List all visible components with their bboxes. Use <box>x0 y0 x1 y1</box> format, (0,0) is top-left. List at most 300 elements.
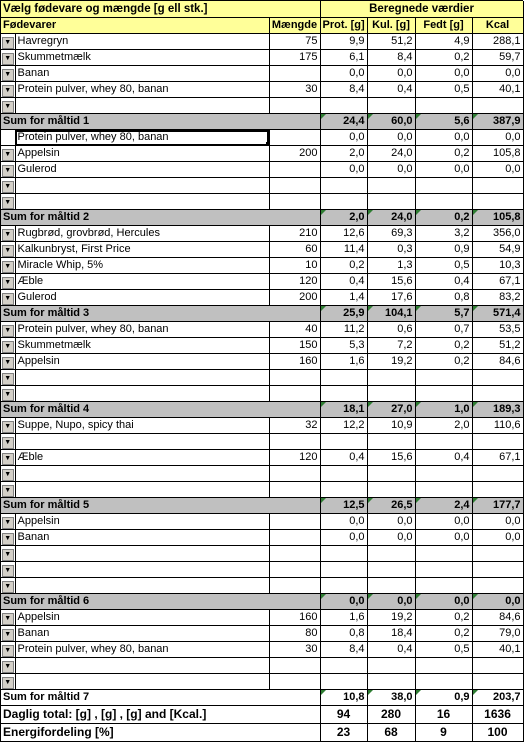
dropdown-arrow-icon[interactable]: ▼ <box>2 341 14 353</box>
col-header-fedt[interactable]: Fedt [g] <box>415 18 472 34</box>
prot-cell[interactable]: 2,0 <box>320 146 367 162</box>
sum-prot-cell[interactable]: 25,9 <box>320 306 367 322</box>
dropdown-arrow-icon[interactable]: ▼ <box>2 261 14 273</box>
kcal-cell[interactable]: 54,9 <box>472 242 523 258</box>
kul-cell[interactable]: 0,4 <box>367 82 415 98</box>
meal-sum-label[interactable]: Sum for måltid 6 <box>1 594 320 610</box>
fedt-cell[interactable] <box>415 466 472 482</box>
fedt-cell[interactable]: 3,2 <box>415 226 472 242</box>
kul-cell[interactable] <box>367 546 415 562</box>
kul-cell[interactable]: 15,6 <box>367 450 415 466</box>
fedt-cell[interactable]: 0,2 <box>415 338 472 354</box>
prot-cell[interactable]: 0,0 <box>320 130 367 146</box>
col-header-prot[interactable]: Prot. [g] <box>320 18 367 34</box>
energy-kul-cell[interactable]: 68 <box>367 724 415 742</box>
kcal-cell[interactable]: 40,1 <box>472 642 523 658</box>
fedt-cell[interactable] <box>415 434 472 450</box>
fedt-cell[interactable] <box>415 178 472 194</box>
kul-cell[interactable]: 0,0 <box>367 66 415 82</box>
sum-kul-cell[interactable]: 104,1 <box>367 306 415 322</box>
fedt-cell[interactable] <box>415 98 472 114</box>
quantity-cell[interactable] <box>269 434 320 450</box>
dropdown-arrow-icon[interactable]: ▼ <box>2 421 14 433</box>
col-header-food[interactable]: Fødevarer <box>1 18 269 34</box>
kcal-cell[interactable] <box>472 482 523 498</box>
quantity-cell[interactable] <box>269 562 320 578</box>
food-name-cell[interactable] <box>15 578 269 594</box>
meal-sum-label[interactable]: Sum for måltid 1 <box>1 114 320 130</box>
kcal-cell[interactable]: 83,2 <box>472 290 523 306</box>
sum-prot-cell[interactable]: 18,1 <box>320 402 367 418</box>
kul-cell[interactable]: 1,3 <box>367 258 415 274</box>
prot-cell[interactable] <box>320 434 367 450</box>
dropdown-arrow-icon[interactable]: ▼ <box>2 389 14 401</box>
sum-kcal-cell[interactable]: 387,9 <box>472 114 523 130</box>
calculated-values-title[interactable]: Beregnede værdier <box>320 1 523 18</box>
kul-cell[interactable]: 0,3 <box>367 242 415 258</box>
fedt-cell[interactable] <box>415 546 472 562</box>
fedt-cell[interactable] <box>415 578 472 594</box>
prot-cell[interactable]: 8,4 <box>320 642 367 658</box>
prot-cell[interactable]: 12,2 <box>320 418 367 434</box>
kcal-cell[interactable] <box>472 178 523 194</box>
kcal-cell[interactable]: 0,0 <box>472 66 523 82</box>
food-name-cell[interactable]: Havregryn <box>15 34 269 50</box>
food-name-cell[interactable]: Banan <box>15 530 269 546</box>
kcal-cell[interactable]: 67,1 <box>472 274 523 290</box>
fedt-cell[interactable]: 0,0 <box>415 66 472 82</box>
energy-fedt-cell[interactable]: 9 <box>415 724 472 742</box>
dropdown-arrow-icon[interactable]: ▼ <box>2 357 14 369</box>
sum-fedt-cell[interactable]: 5,6 <box>415 114 472 130</box>
fedt-cell[interactable]: 0,2 <box>415 354 472 370</box>
quantity-cell[interactable] <box>269 466 320 482</box>
kcal-cell[interactable] <box>472 434 523 450</box>
dropdown-arrow-icon[interactable]: ▼ <box>2 69 14 81</box>
fedt-cell[interactable]: 4,9 <box>415 34 472 50</box>
food-name-cell[interactable]: Banan <box>15 66 269 82</box>
quantity-cell[interactable] <box>269 530 320 546</box>
food-name-cell[interactable]: Banan <box>15 626 269 642</box>
quantity-cell[interactable] <box>269 514 320 530</box>
kul-cell[interactable]: 0,0 <box>367 530 415 546</box>
kcal-cell[interactable]: 10,3 <box>472 258 523 274</box>
sum-kcal-cell[interactable]: 0,0 <box>472 594 523 610</box>
quantity-cell[interactable]: 30 <box>269 82 320 98</box>
prot-cell[interactable] <box>320 482 367 498</box>
dropdown-arrow-icon[interactable]: ▼ <box>2 437 14 449</box>
kcal-cell[interactable]: 51,2 <box>472 338 523 354</box>
kul-cell[interactable] <box>367 370 415 386</box>
dropdown-arrow-icon[interactable]: ▼ <box>2 293 14 305</box>
energy-prot-cell[interactable]: 23 <box>320 724 367 742</box>
kul-cell[interactable]: 0,0 <box>367 130 415 146</box>
kul-cell[interactable]: 24,0 <box>367 146 415 162</box>
dropdown-arrow-icon[interactable]: ▼ <box>2 453 14 465</box>
kul-cell[interactable]: 19,2 <box>367 354 415 370</box>
fedt-cell[interactable]: 0,2 <box>415 610 472 626</box>
food-name-cell[interactable]: Rugbrød, grovbrød, Hercules <box>15 226 269 242</box>
kul-cell[interactable]: 0,0 <box>367 514 415 530</box>
prot-cell[interactable]: 11,4 <box>320 242 367 258</box>
kcal-cell[interactable] <box>472 546 523 562</box>
fedt-cell[interactable] <box>415 562 472 578</box>
dropdown-arrow-icon[interactable]: ▼ <box>2 645 14 657</box>
prot-cell[interactable] <box>320 674 367 690</box>
quantity-cell[interactable]: 200 <box>269 290 320 306</box>
kul-cell[interactable] <box>367 562 415 578</box>
fedt-cell[interactable]: 0,0 <box>415 162 472 178</box>
food-name-cell[interactable] <box>15 546 269 562</box>
daily-fedt-cell[interactable]: 16 <box>415 706 472 724</box>
dropdown-arrow-icon[interactable]: ▼ <box>2 373 14 385</box>
food-name-cell[interactable]: Gulerod <box>15 162 269 178</box>
prot-cell[interactable]: 0,2 <box>320 258 367 274</box>
food-name-cell[interactable]: Appelsin <box>15 610 269 626</box>
dropdown-arrow-icon[interactable]: ▼ <box>2 229 14 241</box>
quantity-cell[interactable] <box>269 66 320 82</box>
prot-cell[interactable]: 0,4 <box>320 274 367 290</box>
food-name-cell[interactable] <box>15 434 269 450</box>
quantity-cell[interactable]: 120 <box>269 274 320 290</box>
food-name-cell[interactable]: Appelsin <box>15 354 269 370</box>
quantity-cell[interactable] <box>269 194 320 210</box>
prot-cell[interactable]: 9,9 <box>320 34 367 50</box>
kul-cell[interactable] <box>367 482 415 498</box>
dropdown-arrow-icon[interactable]: ▼ <box>2 581 14 593</box>
quantity-cell[interactable] <box>269 658 320 674</box>
quantity-cell[interactable]: 210 <box>269 226 320 242</box>
food-name-cell[interactable] <box>15 562 269 578</box>
quantity-cell[interactable]: 60 <box>269 242 320 258</box>
dropdown-cell <box>1 642 15 658</box>
daily-kcal-cell[interactable]: 1636 <box>472 706 523 724</box>
kcal-cell[interactable] <box>472 194 523 210</box>
dropdown-arrow-icon[interactable]: ▼ <box>2 277 14 289</box>
food-name-cell[interactable] <box>15 178 269 194</box>
quantity-cell[interactable]: 80 <box>269 626 320 642</box>
prot-cell[interactable]: 6,1 <box>320 50 367 66</box>
dropdown-arrow-icon[interactable]: ▼ <box>2 101 14 113</box>
fedt-cell[interactable] <box>415 370 472 386</box>
meal-sum-row <box>1 402 523 418</box>
kcal-cell[interactable]: 67,1 <box>472 450 523 466</box>
energy-kcal-cell[interactable]: 100 <box>472 724 523 742</box>
kcal-cell[interactable] <box>472 658 523 674</box>
dropdown-arrow-icon[interactable]: ▼ <box>2 517 14 529</box>
kul-cell[interactable]: 0,0 <box>367 162 415 178</box>
fedt-cell[interactable] <box>415 386 472 402</box>
prot-cell[interactable]: 1,4 <box>320 290 367 306</box>
food-name-cell[interactable]: Æble <box>15 274 269 290</box>
prot-cell[interactable] <box>320 466 367 482</box>
kul-cell[interactable] <box>367 578 415 594</box>
prot-cell[interactable] <box>320 178 367 194</box>
food-name-cell[interactable]: Miracle Whip, 5% <box>15 258 269 274</box>
prot-cell[interactable] <box>320 562 367 578</box>
kul-cell[interactable] <box>367 674 415 690</box>
prot-cell[interactable] <box>320 546 367 562</box>
food-name-cell[interactable] <box>15 98 269 114</box>
fedt-cell[interactable]: 0,0 <box>415 514 472 530</box>
prot-cell[interactable] <box>320 658 367 674</box>
sheet-title[interactable]: Vælg fødevare og mængde [g ell stk.] <box>1 1 320 18</box>
kcal-cell[interactable]: 356,0 <box>472 226 523 242</box>
fedt-cell[interactable]: 0,7 <box>415 322 472 338</box>
kul-cell[interactable]: 69,3 <box>367 226 415 242</box>
fedt-cell[interactable]: 0,0 <box>415 530 472 546</box>
quantity-cell[interactable]: 75 <box>269 34 320 50</box>
food-row <box>1 674 523 690</box>
quantity-cell[interactable] <box>269 98 320 114</box>
kcal-cell[interactable]: 79,0 <box>472 626 523 642</box>
kul-cell[interactable] <box>367 98 415 114</box>
dropdown-arrow-icon[interactable]: ▼ <box>2 613 14 625</box>
kcal-cell[interactable] <box>472 98 523 114</box>
quantity-cell[interactable]: 160 <box>269 610 320 626</box>
sum-prot-cell[interactable]: 24,4 <box>320 114 367 130</box>
dropdown-arrow-icon[interactable]: ▼ <box>2 245 14 257</box>
dropdown-arrow-icon[interactable]: ▼ <box>2 165 14 177</box>
dropdown-arrow-icon[interactable]: ▼ <box>2 37 14 49</box>
prot-cell[interactable] <box>320 98 367 114</box>
sum-fedt-cell[interactable]: 5,7 <box>415 306 472 322</box>
sum-kul-cell[interactable]: 38,0 <box>367 690 415 706</box>
prot-cell[interactable]: 0,0 <box>320 162 367 178</box>
quantity-cell[interactable]: 30 <box>269 642 320 658</box>
kcal-cell[interactable]: 110,6 <box>472 418 523 434</box>
fedt-cell[interactable]: 0,0 <box>415 130 472 146</box>
quantity-cell[interactable] <box>269 130 320 146</box>
meal-sum-label[interactable]: Sum for måltid 7 <box>1 690 320 706</box>
kul-cell[interactable]: 8,4 <box>367 50 415 66</box>
fedt-cell[interactable]: 0,5 <box>415 82 472 98</box>
daily-prot-cell[interactable]: 94 <box>320 706 367 724</box>
sum-fedt-cell[interactable]: 0,0 <box>415 594 472 610</box>
col-header-kcal[interactable]: Kcal <box>472 18 523 34</box>
dropdown-arrow-icon[interactable]: ▼ <box>2 181 14 193</box>
fedt-cell[interactable]: 0,2 <box>415 50 472 66</box>
kul-cell[interactable] <box>367 658 415 674</box>
kul-cell[interactable]: 0,6 <box>367 322 415 338</box>
food-name-cell[interactable]: Suppe, Nupo, spicy thai <box>15 418 269 434</box>
kul-cell[interactable]: 0,4 <box>367 642 415 658</box>
food-name-cell[interactable]: Protein pulver, whey 80, banan <box>15 322 269 338</box>
kul-cell[interactable]: 10,9 <box>367 418 415 434</box>
kul-cell[interactable]: 19,2 <box>367 610 415 626</box>
prot-cell[interactable] <box>320 194 367 210</box>
dropdown-arrow-icon[interactable]: ▼ <box>2 565 14 577</box>
food-name-cell[interactable]: Protein pulver, whey 80, banan <box>15 642 269 658</box>
food-name-cell[interactable] <box>15 674 269 690</box>
fedt-cell[interactable]: 0,2 <box>415 626 472 642</box>
kcal-cell[interactable] <box>472 674 523 690</box>
quantity-cell[interactable] <box>269 386 320 402</box>
food-name-cell[interactable] <box>15 194 269 210</box>
kul-cell[interactable]: 51,2 <box>367 34 415 50</box>
col-header-qty[interactable]: Mængde <box>269 18 320 34</box>
sum-kcal-cell[interactable]: 177,7 <box>472 498 523 514</box>
prot-cell[interactable] <box>320 370 367 386</box>
fedt-cell[interactable] <box>415 674 472 690</box>
quantity-cell[interactable] <box>269 546 320 562</box>
food-name-cell[interactable]: Appelsin <box>15 146 269 162</box>
meal-sum-label[interactable]: Sum for måltid 5 <box>1 498 320 514</box>
meal-sum-label[interactable]: Sum for måltid 4 <box>1 402 320 418</box>
daily-total-label[interactable]: Daglig total: [g] , [g] , [g] and [Kcal.] <box>1 706 320 724</box>
sum-fedt-cell[interactable]: 0,9 <box>415 690 472 706</box>
kcal-cell[interactable]: 0,0 <box>472 514 523 530</box>
quantity-cell[interactable]: 40 <box>269 322 320 338</box>
prot-cell[interactable]: 12,6 <box>320 226 367 242</box>
dropdown-arrow-icon[interactable]: ▼ <box>2 53 14 65</box>
food-name-cell[interactable]: Æble <box>15 450 269 466</box>
kcal-cell[interactable] <box>472 562 523 578</box>
kcal-cell[interactable] <box>472 466 523 482</box>
meal-sum-label[interactable]: Sum for måltid 3 <box>1 306 320 322</box>
food-name-cell[interactable]: Kalkunbryst, First Price <box>15 242 269 258</box>
kcal-cell[interactable]: 288,1 <box>472 34 523 50</box>
quantity-cell[interactable]: 10 <box>269 258 320 274</box>
sum-prot-cell[interactable]: 0,0 <box>320 594 367 610</box>
fedt-cell[interactable] <box>415 658 472 674</box>
prot-cell[interactable]: 5,3 <box>320 338 367 354</box>
quantity-cell[interactable] <box>269 370 320 386</box>
daily-kul-cell[interactable]: 280 <box>367 706 415 724</box>
fedt-cell[interactable]: 0,5 <box>415 642 472 658</box>
fedt-cell[interactable] <box>415 194 472 210</box>
food-name-cell[interactable] <box>15 370 269 386</box>
col-header-kul[interactable]: Kul. [g] <box>367 18 415 34</box>
quantity-cell[interactable] <box>269 178 320 194</box>
prot-cell[interactable] <box>320 578 367 594</box>
quantity-cell[interactable]: 200 <box>269 146 320 162</box>
prot-cell[interactable]: 11,2 <box>320 322 367 338</box>
prot-cell[interactable]: 0,0 <box>320 514 367 530</box>
kul-cell[interactable]: 7,2 <box>367 338 415 354</box>
sum-fedt-cell[interactable]: 0,2 <box>415 210 472 226</box>
fedt-cell[interactable]: 0,4 <box>415 274 472 290</box>
food-name-cell[interactable] <box>15 386 269 402</box>
dropdown-arrow-icon[interactable]: ▼ <box>2 661 14 673</box>
food-name-cell[interactable]: Appelsin <box>15 514 269 530</box>
fedt-cell[interactable]: 0,5 <box>415 258 472 274</box>
quantity-cell[interactable] <box>269 162 320 178</box>
kcal-cell[interactable]: 84,6 <box>472 610 523 626</box>
food-name-cell[interactable]: Protein pulver, whey 80, banan <box>15 130 269 146</box>
fedt-cell[interactable]: 0,4 <box>415 450 472 466</box>
food-name-cell[interactable]: Protein pulver, whey 80, banan <box>15 82 269 98</box>
quantity-cell[interactable] <box>269 578 320 594</box>
sum-kul-cell[interactable]: 0,0 <box>367 594 415 610</box>
kul-cell[interactable] <box>367 178 415 194</box>
sum-kul-cell[interactable]: 26,5 <box>367 498 415 514</box>
kul-cell[interactable] <box>367 434 415 450</box>
prot-cell[interactable]: 1,6 <box>320 354 367 370</box>
dropdown-arrow-icon[interactable]: ▼ <box>2 549 14 561</box>
fedt-cell[interactable]: 0,8 <box>415 290 472 306</box>
kcal-cell[interactable]: 0,0 <box>472 162 523 178</box>
sum-kul-cell[interactable]: 60,0 <box>367 114 415 130</box>
kcal-cell[interactable]: 40,1 <box>472 82 523 98</box>
kcal-cell[interactable]: 84,6 <box>472 354 523 370</box>
quantity-cell[interactable]: 150 <box>269 338 320 354</box>
sum-kul-cell[interactable]: 24,0 <box>367 210 415 226</box>
kcal-cell[interactable]: 0,0 <box>472 530 523 546</box>
quantity-cell[interactable]: 120 <box>269 450 320 466</box>
dropdown-arrow-icon[interactable]: ▼ <box>2 629 14 641</box>
kul-cell[interactable] <box>367 194 415 210</box>
fedt-cell[interactable]: 0,2 <box>415 146 472 162</box>
energy-distribution-label[interactable]: Energifordeling [%] <box>1 724 320 742</box>
sum-prot-cell[interactable]: 10,8 <box>320 690 367 706</box>
dropdown-arrow-icon[interactable]: ▼ <box>2 85 14 97</box>
kcal-cell[interactable]: 53,5 <box>472 322 523 338</box>
dropdown-arrow-icon[interactable]: ▼ <box>2 325 14 337</box>
prot-cell[interactable]: 0,0 <box>320 66 367 82</box>
kcal-cell[interactable]: 0,0 <box>472 130 523 146</box>
meal-sum-label[interactable]: Sum for måltid 2 <box>1 210 320 226</box>
food-name-cell[interactable] <box>15 482 269 498</box>
dropdown-arrow-icon[interactable]: ▼ <box>2 533 14 545</box>
kcal-cell[interactable] <box>472 386 523 402</box>
fedt-cell[interactable] <box>415 482 472 498</box>
sum-fedt-cell[interactable]: 1,0 <box>415 402 472 418</box>
prot-cell[interactable]: 1,6 <box>320 610 367 626</box>
kul-cell[interactable]: 15,6 <box>367 274 415 290</box>
kul-cell[interactable] <box>367 466 415 482</box>
quantity-cell[interactable]: 160 <box>269 354 320 370</box>
food-name-cell[interactable]: Gulerod <box>15 290 269 306</box>
food-name-cell[interactable] <box>15 466 269 482</box>
fedt-cell[interactable]: 2,0 <box>415 418 472 434</box>
sum-kul-cell[interactable]: 27,0 <box>367 402 415 418</box>
sum-fedt-cell[interactable]: 2,4 <box>415 498 472 514</box>
kcal-cell[interactable] <box>472 370 523 386</box>
prot-cell[interactable]: 0,0 <box>320 530 367 546</box>
dropdown-arrow-icon[interactable]: ▼ <box>2 149 14 161</box>
sum-kcal-cell[interactable]: 105,8 <box>472 210 523 226</box>
dropdown-arrow-icon[interactable]: ▼ <box>2 469 14 481</box>
dropdown-arrow-icon[interactable]: ▼ <box>2 485 14 497</box>
fedt-cell[interactable]: 0,9 <box>415 242 472 258</box>
quantity-cell[interactable]: 32 <box>269 418 320 434</box>
prot-cell[interactable]: 0,4 <box>320 450 367 466</box>
prot-cell[interactable] <box>320 386 367 402</box>
sum-prot-cell[interactable]: 2,0 <box>320 210 367 226</box>
food-name-cell[interactable]: Skummetmælk <box>15 338 269 354</box>
sum-kcal-cell[interactable]: 203,7 <box>472 690 523 706</box>
sum-kcal-cell[interactable]: 571,4 <box>472 306 523 322</box>
prot-cell[interactable]: 8,4 <box>320 82 367 98</box>
kcal-cell[interactable]: 59,7 <box>472 50 523 66</box>
prot-cell[interactable]: 0,8 <box>320 626 367 642</box>
kcal-cell[interactable] <box>472 578 523 594</box>
kul-cell[interactable] <box>367 386 415 402</box>
dropdown-arrow-icon[interactable]: ▼ <box>2 677 14 689</box>
kul-cell[interactable]: 18,4 <box>367 626 415 642</box>
sum-kcal-cell[interactable]: 189,3 <box>472 402 523 418</box>
kcal-cell[interactable]: 105,8 <box>472 146 523 162</box>
quantity-cell[interactable]: 175 <box>269 50 320 66</box>
kul-cell[interactable]: 17,6 <box>367 290 415 306</box>
dropdown-arrow-icon[interactable]: ▼ <box>2 197 14 209</box>
food-name-cell[interactable]: Skummetmælk <box>15 50 269 66</box>
sum-prot-cell[interactable]: 12,5 <box>320 498 367 514</box>
quantity-cell[interactable] <box>269 674 320 690</box>
food-name-cell[interactable] <box>15 658 269 674</box>
quantity-cell[interactable] <box>269 482 320 498</box>
